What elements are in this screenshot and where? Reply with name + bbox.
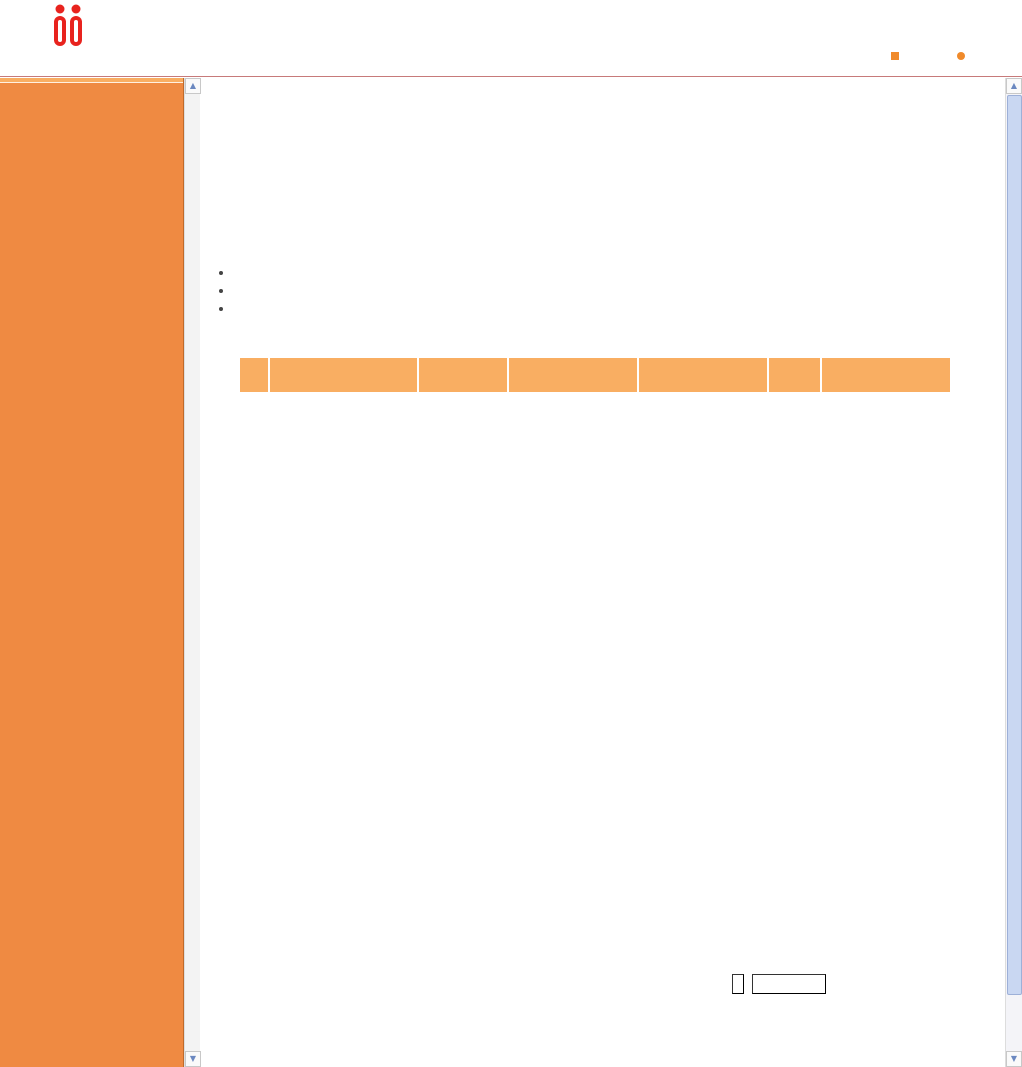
header-lan-ip bbox=[270, 358, 417, 392]
footer-buttons bbox=[732, 974, 830, 994]
header-lan-port bbox=[509, 358, 637, 392]
scroll-up-icon[interactable]: ▲ bbox=[1006, 78, 1022, 94]
header bbox=[0, 0, 1022, 77]
scroll-up-icon[interactable]: ▲ bbox=[185, 78, 201, 94]
nat-submenu bbox=[0, 78, 183, 83]
scroll-thumb[interactable] bbox=[1007, 95, 1022, 995]
header-actions bbox=[822, 358, 950, 392]
header-public-port bbox=[639, 358, 767, 392]
header-no bbox=[240, 358, 268, 392]
iinet-logo-icon bbox=[52, 4, 84, 46]
scroll-down-icon[interactable]: ▼ bbox=[1006, 1051, 1022, 1067]
iinet-logo bbox=[30, 4, 106, 72]
sidebar-scrollbar[interactable] bbox=[184, 78, 200, 1067]
help-button[interactable] bbox=[732, 974, 744, 994]
header-protocol bbox=[419, 358, 507, 392]
home-link[interactable] bbox=[891, 50, 901, 66]
dot-bullet-icon bbox=[957, 52, 965, 60]
cancel-button[interactable] bbox=[752, 974, 826, 994]
scroll-down-icon[interactable]: ▼ bbox=[185, 1051, 201, 1067]
sidebar bbox=[0, 78, 184, 1067]
logout-link[interactable] bbox=[957, 50, 967, 66]
port-forwarding-table bbox=[238, 356, 952, 394]
page-scrollbar[interactable] bbox=[1005, 78, 1022, 1067]
square-bullet-icon bbox=[891, 52, 899, 60]
table-header-row bbox=[240, 358, 950, 392]
header-enable bbox=[769, 358, 820, 392]
